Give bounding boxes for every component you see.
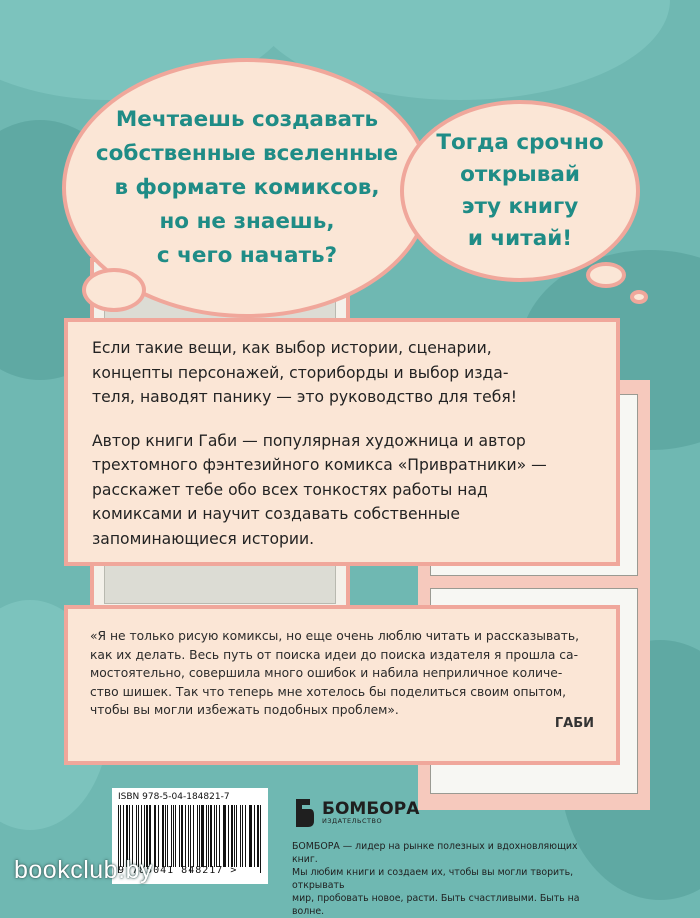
publisher-logo xyxy=(292,797,419,829)
isbn-label: ISBN 978-5-04-184821-7 xyxy=(118,792,230,802)
bubble-tail xyxy=(586,262,626,288)
answer-text: Тогда срочно открывай эту книгу и читай! xyxy=(436,130,604,251)
site-watermark: bookclub.by xyxy=(14,856,153,884)
bubble-tail xyxy=(82,268,146,312)
bubble-tail xyxy=(630,290,648,304)
publisher-name: БОМБОРА xyxy=(322,799,420,819)
description-box xyxy=(64,318,620,566)
quote-author: ГАБИ xyxy=(554,715,594,731)
description-paragraph: Автор книги Габи — популярная художница и автор трехтомного фэнтезийного комикса «Привратники» — расскажет тебе обо всех тонкостях работы над комиксами и научит создавать собственные запоминающиеся истории. xyxy=(92,431,547,548)
question-text: Мечтаешь создавать собственные вселенные в формате комиксов, но не знаешь, с чего начать? xyxy=(95,107,399,268)
publisher-subtitle: ИЗДАТЕЛЬСТВО xyxy=(322,817,383,825)
barcode-number: 9 785041 848217 > xyxy=(118,865,238,876)
author-quote-box xyxy=(64,605,620,765)
publisher-logo-icon xyxy=(292,797,316,829)
quote-text: «Я не только рисую комиксы, но еще очень люблю читать и рассказывать, как их делать. Весь путь от поиска идеи до поиска издателя я прошла са- мостоятельно, совершила много ошибок и набила неприличное количе- ство шишек. Так что теперь мне хотелось бы поделиться своим опытом, чтобы вы могли избежать подобных проблем». xyxy=(90,629,580,717)
answer-bubble xyxy=(400,100,640,282)
publisher-blurb: БОМБОРА — лидер на рынке полезных и вдохновляющих книг. Мы любим книги и создаем их, чтобы вы могли творить, открывать мир, пробовать новое, расти. Быть счастливыми. Быть на волне. xyxy=(292,841,580,917)
description-paragraph: Если такие вещи, как выбор истории, сценарии, концепты персонажей, сториборды и выбор изда- теля, наводят панику — это руководство для тебя! xyxy=(92,339,517,406)
